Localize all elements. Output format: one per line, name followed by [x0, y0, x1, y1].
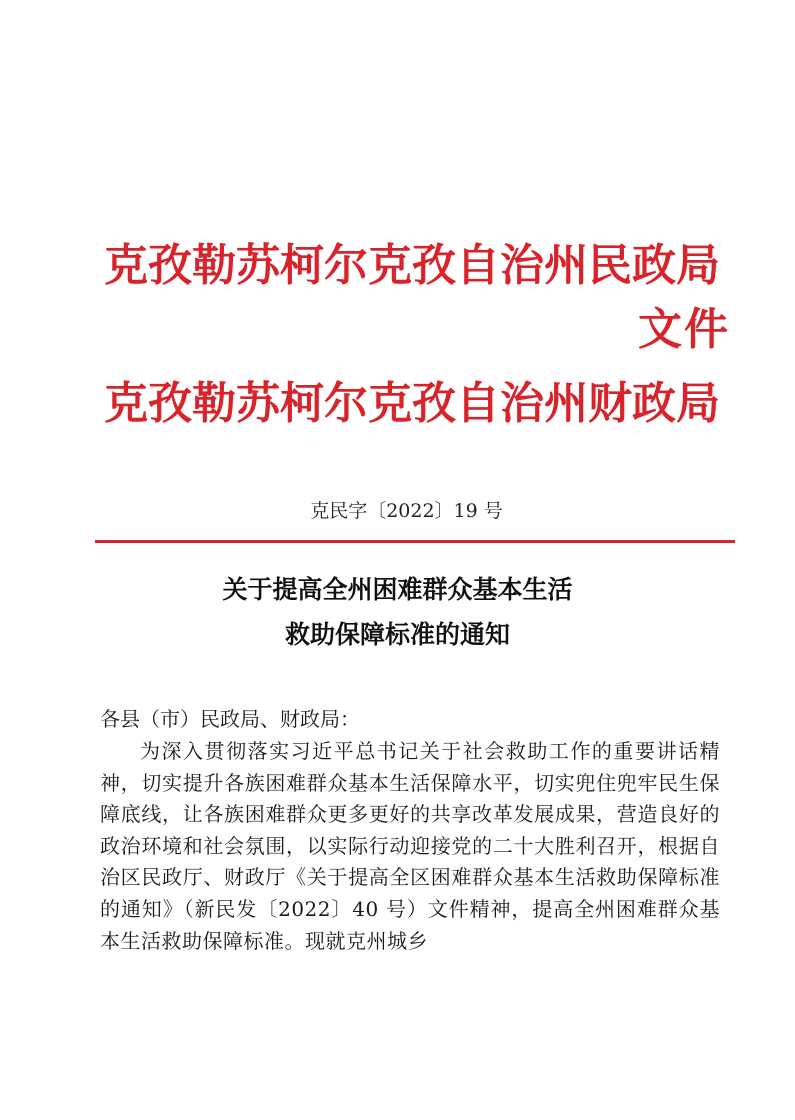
body-paragraph: 为深入贯彻落实习近平总书记关于社会救助工作的重要讲话精神，切实提升各族困难群众基本生活保障水平，切实兜住兜牢民生保障底线，让各族困难群众更多更好的共享改革发展成果，营造良好的政治环境和社会氛围，以实际行动迎接党的二十大胜利召开，根据自治区民政厅、财政厅《关于提高全区困难群众基本生活救助保障标准的通知》（新民发〔2022〕40 号）文件精神，提高全州困难群众基本生活救助保障标准。现就克州城乡 — [100, 739, 720, 953]
salutation: 各县（市）民政局、财政局： — [100, 707, 360, 731]
document-title-line-1: 关于提高全州困难群众基本生活 — [222, 575, 573, 604]
document-label: 文件 — [638, 304, 730, 355]
document-title-line-2: 救助保障标准的通知 — [284, 620, 510, 649]
document-number: 克民字〔2022〕19 号 — [310, 500, 503, 522]
issuer-line-finance: 克孜勒苏柯尔克孜自治州财政局 — [104, 378, 720, 429]
red-divider — [95, 540, 735, 543]
issuer-line-civil-affairs: 克孜勒苏柯尔克孜自治州民政局 — [104, 240, 720, 291]
